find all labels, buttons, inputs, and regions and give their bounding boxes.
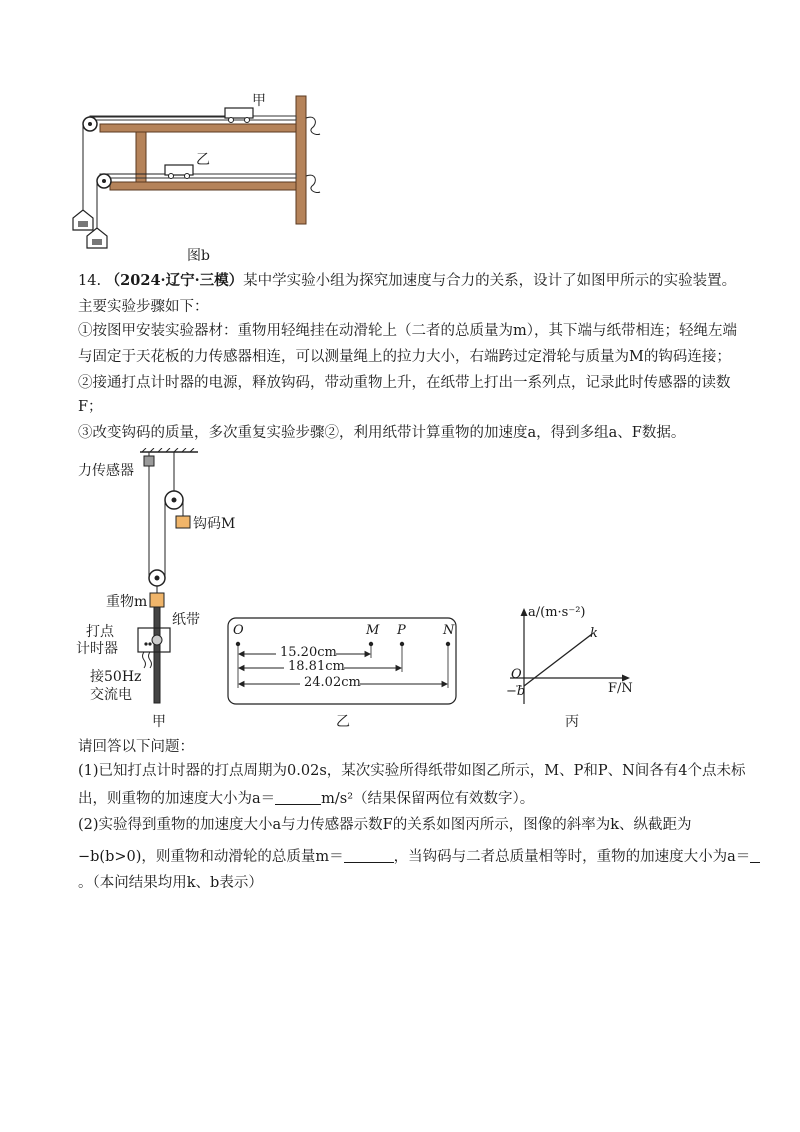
question-number: 14.	[78, 273, 102, 289]
distance-OP: 18.81cm	[288, 659, 345, 674]
step2-line2: F；	[78, 399, 103, 415]
step1-line2: 与固定于天花板的力传感器相连，可以测量绳上的拉力大小，右端跨过定滑轮与质量为M的钩码连接；	[78, 349, 731, 365]
figure-yi-caption: 乙	[336, 714, 350, 730]
timer-label-line1: 打点	[86, 624, 114, 640]
question-intro: 某中学实验小组为探究加速度与合力的关系，设计了如图甲所示的实验装置。	[243, 273, 737, 289]
question-source: （2024·辽宁·三模）	[105, 272, 244, 289]
origin-label: O	[511, 667, 522, 682]
q2-accel-blank[interactable]	[750, 848, 760, 863]
slope-label: k	[590, 626, 598, 641]
x-axis-label: F/N	[608, 681, 633, 696]
q1-line1: (1)已知打点计时器的打点周期为0.02s，某次实验所得纸带如图乙所示，M、P和P、N间各有4个点未标	[78, 763, 746, 779]
dot-P	[400, 642, 404, 646]
dot-O	[236, 642, 240, 646]
y-axis-label: a/(m·s⁻²)	[528, 605, 586, 620]
paper-tape-label: 纸带	[172, 612, 200, 628]
q2-line2-start: −b(b>0)，则重物和动滑轮的总质量m＝	[78, 849, 344, 865]
distance-ON: 24.02cm	[304, 675, 361, 690]
dot-N	[446, 642, 450, 646]
question-header	[78, 272, 736, 290]
figure-jia-diagram	[130, 448, 220, 718]
ac-label-line1: 接50Hz	[90, 669, 142, 685]
timer-label-line2: 计时器	[76, 641, 118, 657]
dot-M	[369, 642, 373, 646]
q2-line3: 。（本问结果均用k、b表示）	[78, 875, 263, 891]
force-sensor-label: 力传感器	[78, 463, 134, 479]
distance-OM: 15.20cm	[280, 645, 337, 660]
point-O-label: O	[233, 623, 244, 638]
q1-answer-blank[interactable]	[275, 790, 321, 805]
intercept-label: −b	[506, 684, 526, 699]
figure-bing-caption: 丙	[565, 714, 579, 730]
point-P-label: P	[397, 623, 406, 638]
q2-line2	[78, 848, 760, 866]
cart-yi-label: 乙	[196, 152, 210, 168]
step1-line1: ①按图甲安装实验器材：重物用轻绳挂在动滑轮上（二者的总质量为m），其下端与纸带相连；轻绳左端	[78, 323, 737, 339]
q1-line2	[78, 790, 534, 808]
q1-line2-start: 出，则重物的加速度大小为a＝	[78, 791, 276, 807]
q1-line2-end: m/s²（结果保留两位有效数字）。	[321, 791, 535, 807]
hook-weight-label: 钩码M	[193, 516, 236, 532]
q2-line1: (2)实验得到重物的加速度大小a与力传感器示数F的关系如图丙所示，图像的斜率为k、纵截距为	[78, 817, 692, 833]
steps-title: 主要实验步骤如下：	[78, 299, 209, 315]
cart-jia-label: 甲	[252, 93, 266, 109]
step3: ③改变钩码的质量，多次重复实验步骤②，利用纸带计算重物的加速度a，得到多组a、F数据。	[78, 425, 686, 441]
heavy-object-label: 重物m	[106, 594, 148, 610]
ac-label-line2: 交流电	[90, 687, 132, 703]
figure-b-caption: 图b	[187, 248, 210, 264]
figure-jia-caption: 甲	[152, 714, 166, 730]
step2-line1: ②接通打点计时器的电源，释放钩码，带动重物上升，在纸带上打出一系列点，记录此时传感器的读数	[78, 375, 731, 391]
point-M-label: M	[366, 623, 380, 638]
figure-b-diagram	[60, 88, 330, 268]
q2-mass-blank[interactable]	[344, 848, 394, 863]
q2-line2-end: ，当钩码与二者总质量相等时，重物的加速度大小为a＝	[393, 849, 751, 865]
answers-prompt: 请回答以下问题：	[78, 739, 194, 755]
point-N-label: N	[443, 623, 455, 638]
